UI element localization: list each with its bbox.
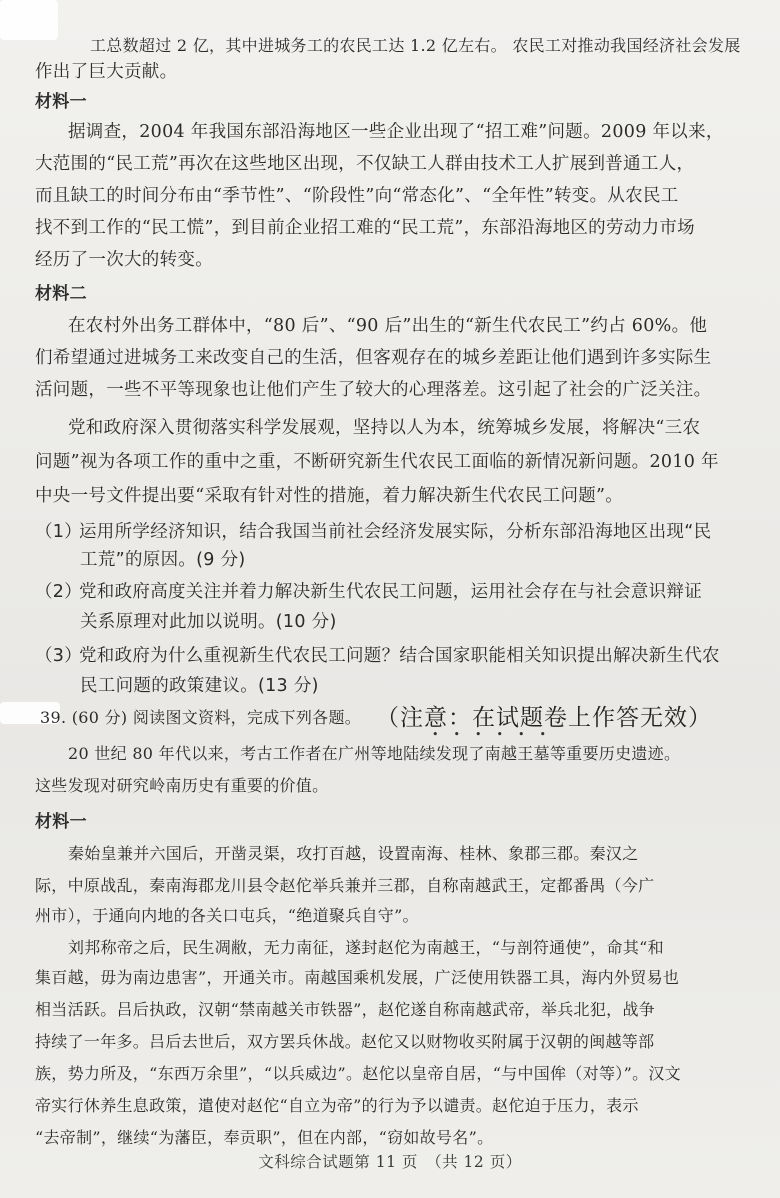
text-line-39m: “去帝制”，继续“为藩臣，奉贡职”，但在内部，“窃如故号名”。 (35, 1128, 494, 1147)
question-3-line-2: 民工问题的政策建议。(13 分) (80, 676, 319, 696)
question-3-line-1: 党和政府为什么重视新生代农民工问题？结合国家职能相关知识提出解决新生代农 (79, 646, 720, 666)
text-line-39b: 这些发现对研究岭南历史有重要的价值。 (35, 776, 329, 795)
text-line-15: 中央一号文件提出要“采取有针对性的措施，着力解决新生代农民工问题”。 (35, 486, 624, 506)
text-line-6: 而且缺工的时间分布由“季节性”、“阶段性”向“常态化”、“全年性”转变。从农民工 (35, 186, 679, 206)
text-line-39e: 际，中原战乱，秦南海郡龙川县令赵佗举兵兼并三郡，自称南越武王，定都番禺（今广 (35, 876, 655, 895)
question-2-line-1: 党和政府高度关注并着力解决新生代农民工问题，运用社会存在与社会意识辩证 (79, 582, 702, 602)
text-line-39k: 族，势力所及，“东西万余里”，“以兵威边”。赵佗以皇帝自居，“与中国侔（对等）”。汉文 (35, 1064, 681, 1083)
text-line-39j: 持续了一年多。吕后去世后，双方罢兵休战。赵佗又以财物收买附属于汉朝的闽越等部 (35, 1032, 655, 1051)
text-line-39h: 集百越，毋为南边患害”，开通关市。南越国乘机发展，广泛使用铁器工具，海内外贸易也 (35, 968, 680, 987)
text-line-1: 工总数超过 2 亿，其中进城务工的农民工达 1.2 亿左右。 农民工对推动我国经济社会发展 (90, 36, 741, 55)
text-line-4: 据调查，2004 年我国东部沿海地区一些企业出现了“招工难”问题。2009 年以来， (68, 122, 724, 142)
text-line-39i: 相当活跃。吕后执政，汉朝“禁南越关市铁器”，赵佗遂自称南越武帝，举兵北犯，战争 (35, 1000, 656, 1019)
text-line-39g: 刘邦称帝之后，民生凋敝，无力南征，遂封赵佗为南越王，“与剖符通使”，命其“和 (68, 938, 664, 957)
question-2-line-2: 关系原理对此加以说明。(10 分) (80, 612, 337, 632)
question-1-line-2: 工荒”的原因。(9 分) (80, 550, 246, 570)
section-heading-39-material-1: 材料一 (35, 812, 87, 832)
text-line-11: 们希望通过进城务工来改变自己的生活，但客观存在的城乡差距让他们遇到许多实际生 (35, 348, 712, 368)
notice-no-answer-on-paper: （注意：在试题卷上作答无效） (376, 705, 712, 731)
text-line-39f: 州市），于通向内地的各关口屯兵，“绝道聚兵自守”。 (35, 906, 419, 925)
scan-smudge-top-left (0, 0, 58, 40)
question-39-heading: 39. (60 分) 阅读图文资料，完成下列各题。 (40, 708, 362, 727)
text-line-2: 作出了巨大贡献。 (35, 62, 178, 82)
question-2-number: （2） (35, 582, 83, 602)
text-line-39d: 秦始皇兼并六国后，开凿灵渠，攻打百越，设置南海、桂林、象郡三郡。秦汉之 (68, 844, 639, 863)
text-line-13: 党和政府深入贯彻落实科学发展观，坚持以人为本，统筹城乡发展，将解决“三农 (68, 418, 701, 438)
text-line-7: 找不到工作的“民工慌”，到目前企业招工难的“民工荒”，东部沿海地区的劳动力市场 (35, 218, 695, 238)
question-3-number: （3） (35, 646, 83, 666)
text-line-5: 大范围的“民工荒”再次在这些地区出现，不仅缺工人群由技术工人扩展到普通工人， (35, 154, 695, 174)
text-line-14: 问题”视为各项工作的重中之重，不断研究新生代农民工面临的新情况新问题。2010 年 (35, 452, 719, 472)
emphasis-dots: •••••• (432, 728, 561, 741)
section-heading-material-2: 材料二 (35, 284, 87, 304)
question-1-number: （1） (35, 522, 83, 542)
page-footer: 文科综合试题第 11 页 （共 12 页） (258, 1153, 522, 1171)
section-heading-material-1: 材料一 (35, 92, 87, 112)
text-line-39a: 20 世纪 80 年代以来，考古工作者在广州等地陆续发现了南越王墓等重要历史遗迹。 (68, 744, 681, 763)
text-line-10: 在农村外出务工群体中，“80 后”、“90 后”出生的“新生代农民工”约占 60%。他 (68, 316, 708, 336)
question-1-line-1: 运用所学经济知识，结合我国当前社会经济发展实际，分析东部沿海地区出现“民 (79, 522, 712, 542)
text-line-39l: 帝实行休养生息政策，遣使对赵佗“自立为帝”的行为予以谴责。赵佗迫于压力，表示 (35, 1096, 639, 1115)
text-line-12: 活问题，一些不平等现象也让他们产生了较大的心理落差。这引起了社会的广泛关注。 (35, 380, 712, 400)
text-line-8: 经历了一次大的转变。 (35, 250, 213, 270)
